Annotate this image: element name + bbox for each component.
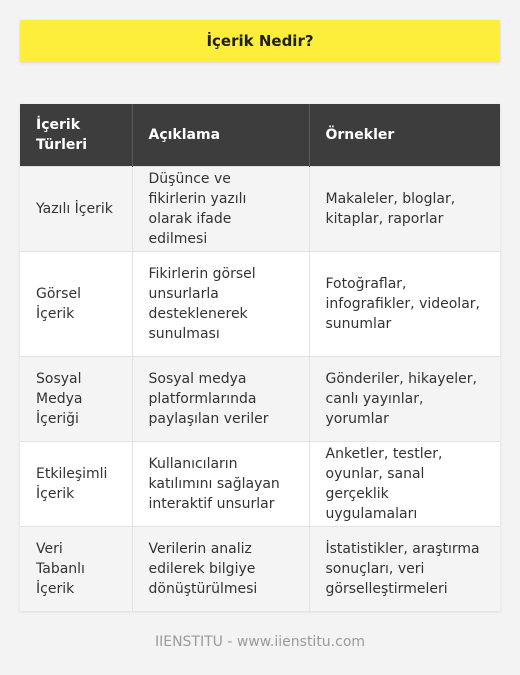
- table-row: [20, 442, 500, 527]
- cell-type: Yazılı İçerik: [20, 167, 132, 252]
- table-row: [20, 252, 500, 357]
- column-header-types: İçerik Türleri: [20, 104, 132, 167]
- cell-type: Etkileşimli İçerik: [20, 442, 132, 527]
- footer-credit: IIENSTITU - www.iienstitu.com: [154, 634, 366, 650]
- cell-examples: Makaleler, bloglar, kitaplar, raporlar: [309, 167, 500, 252]
- cell-type: Görsel İçerik: [20, 252, 132, 357]
- cell-examples: Anketler, testler, oyunlar, sanal gerçeklik uygulamaları: [309, 442, 500, 527]
- cell-description: Verilerin analiz edilerek bilgiye dönüştürülmesi: [132, 527, 309, 612]
- column-header-examples: Örnekler: [309, 104, 500, 167]
- table-row: [20, 527, 500, 612]
- cell-examples: İstatistikler, araştırma sonuçları, veri görselleştirmeleri: [309, 527, 500, 612]
- cell-type: Veri Tabanlı İçerik: [20, 527, 132, 612]
- cell-description: Düşünce ve fikirlerin yazılı olarak ifade edilmesi: [132, 167, 309, 252]
- page-title: İçerik Nedir?: [20, 20, 500, 62]
- table-header-row: [20, 104, 500, 167]
- table-row: [20, 167, 500, 252]
- cell-description: Sosyal medya platformlarında paylaşılan veriler: [132, 357, 309, 442]
- table-row: [20, 357, 500, 442]
- column-header-description: Açıklama: [132, 104, 309, 167]
- cell-examples: Fotoğraflar, infografikler, videolar, sunumlar: [309, 252, 500, 357]
- content-types-table: [20, 104, 500, 611]
- cell-examples: Gönderiler, hikayeler, canlı yayınlar, yorumlar: [309, 357, 500, 442]
- cell-description: Kullanıcıların katılımını sağlayan interaktif unsurlar: [132, 442, 309, 527]
- cell-description: Fikirlerin görsel unsurlarla desteklenerek sunulması: [132, 252, 309, 357]
- cell-type: Sosyal Medya İçeriği: [20, 357, 132, 442]
